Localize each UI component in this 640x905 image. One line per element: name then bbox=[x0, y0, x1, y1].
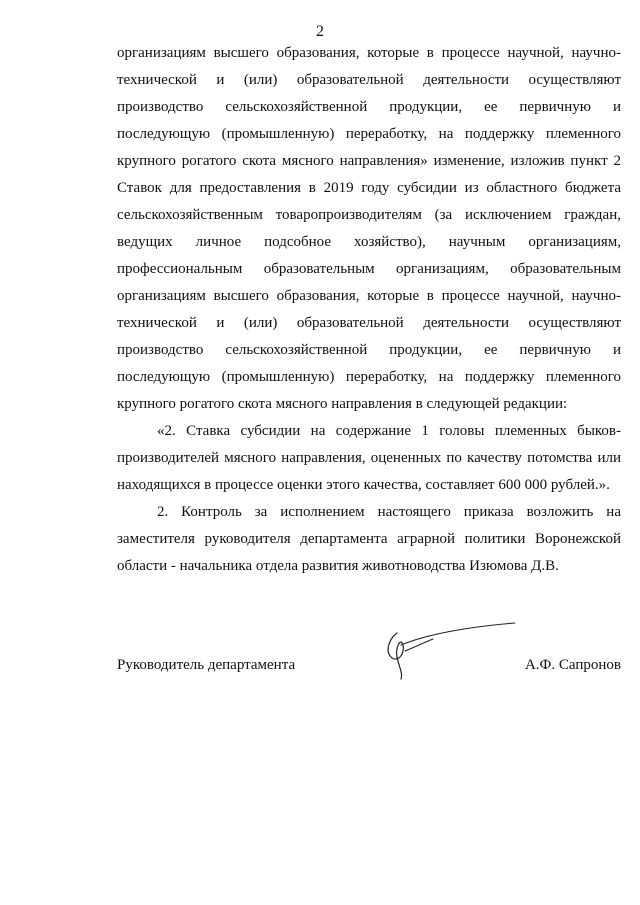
signatory-name: А.Ф. Сапронов bbox=[524, 657, 621, 673]
signatory-role: Руководитель департамента bbox=[117, 657, 296, 673]
paragraph-control: 2. Контроль за исполнением настоящего приказа возложить на заместителя руководителя департамента аграрной политики Воронежской области - начальника отдела развития животноводства Изюмова Д.В. bbox=[117, 504, 621, 574]
page-number: 2 bbox=[316, 23, 324, 40]
signature-block bbox=[117, 653, 621, 677]
paragraph-subsidy-rate: «2. Ставка субсидии на содержание 1 головы племенных быков-производителей мясного направления, оцененных по качеству потомства или находящихся в процессе оценки этого качества, составляет 600 000 рублей.». bbox=[117, 423, 621, 493]
document-body bbox=[117, 40, 621, 580]
paragraph-continuation: организациям высшего образования, которые в процессе научной, научно-технической и (или) образовательной деятельности осуществляют производство сельскохозяйственной продукции, ее первичную и последующую (промышленную) переработку, на поддержку племенного крупного рогатого скота мясного направления» изменение, изложив пункт 2 Ставок для предоставления в 2019 году субсидии из областного бюджета сельскохозяйственным товаропроизводителям (за исключением граждан, ведущих личное подсобное хозяйство), научным организациям, профессиональным образовательным организациям, образовательным организациям высшего образования, которые в процессе научной, научно-технической и (или) образовательной деятельности осуществляют производство сельскохозяйственной продукции, ее первичную и последующую (промышленную) переработку, на поддержку племенного крупного рогатого скота мясного направления в следующей редакции: bbox=[117, 45, 621, 412]
